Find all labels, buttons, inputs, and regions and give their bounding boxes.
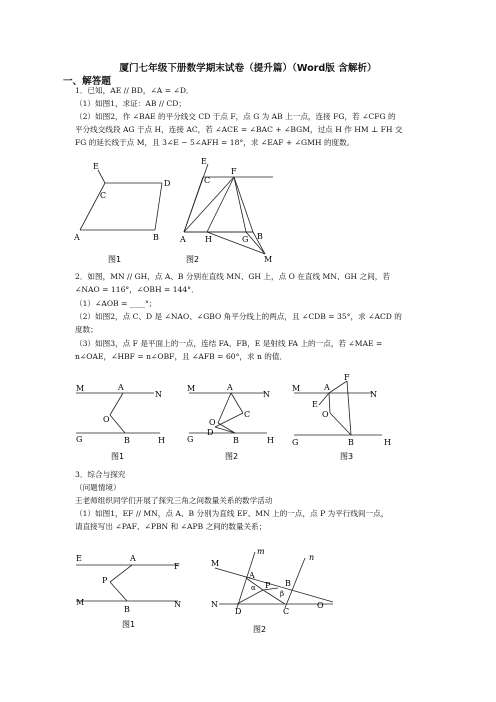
q2-line-3: （1）∠AOB = ____°； [75,299,157,308]
label-G: G [292,438,299,447]
q2-figure-1 [70,365,180,465]
label-C: C [100,191,107,200]
figure-caption: 图2 [186,255,200,264]
figure-caption: 图1 [108,255,122,264]
figure-caption: 图2 [225,452,239,461]
q1-line-1: 1．已知，AE // BD，∠A = ∠D． [75,86,194,95]
label-H: H [267,436,274,445]
label-M: M [76,384,85,393]
label-E: E [93,162,99,171]
label-N: N [155,390,162,399]
figure-caption: 图1 [111,452,125,461]
label-N: N [174,600,181,609]
q2-figure-3 [290,365,405,465]
q3-line-2: （问题情境） [75,483,121,492]
label-G: G [242,235,249,244]
label-D: D [164,179,171,188]
label-A: A [130,554,136,563]
section-heading: 一、解答题 [63,76,111,87]
label-B: B [124,436,130,445]
label-H: H [205,235,212,244]
label-P: P [102,576,108,585]
label-M: M [76,598,85,607]
label-M: M [187,384,196,393]
document-title: 厦门七年级下册数学期末试卷（提升篇）（Word版 含解析） [119,63,377,74]
label-O: O [103,415,110,424]
label-m: m [257,548,265,556]
label-N: N [211,600,218,609]
label-B: B [257,232,263,241]
label-E: E [312,400,318,409]
label-alpha: α [251,584,256,592]
label-F: F [344,373,350,382]
label-G: G [76,435,83,444]
q2-line-2: ∠NAO = 116°，∠OBH = 144°． [75,285,199,294]
figure-caption: 图3 [340,452,354,461]
label-A: A [324,383,330,392]
label-D: D [207,428,214,437]
label-B: B [285,579,291,588]
q2-line-7: n∠OAE，∠HBF = n∠OBF，且 ∠AFB = 60°，求 n 的值． [75,352,288,361]
q1-line-2: （1）如图1，求证：AB // CD； [75,99,186,108]
q3-figure-1 [70,535,200,635]
label-H: H [384,438,391,447]
label-A: A [118,383,124,392]
label-O: O [317,601,324,610]
label-B: B [233,436,239,445]
q1-line-4: 平分线交线段 AG 于点 H，连接 AC，若 ∠ACE = ∠BAC + ∠BGM，过点 H 作 HM ⊥ FH 交 [75,125,403,134]
label-A: A [180,235,186,244]
q3-line-3: 王老师组织同学们开展了探究三角之间数量关系的数学活动 [75,496,273,505]
q2-line-6: （3）如图3，点 F 是平面上的一点，连结 FA、FB，E 是射线 FA 上的一点，若 ∠MAE = [75,339,383,348]
label-N: N [263,390,270,399]
label-E: E [201,157,207,166]
label-M: M [264,255,273,264]
q1-figure-2 [178,150,278,270]
label-C: C [244,410,251,419]
label-B: B [124,605,130,614]
label-P: P [265,581,271,590]
label-F: F [174,562,180,571]
label-F: F [231,167,237,176]
figure-caption: 图1 [122,620,136,629]
label-C: C [283,607,290,616]
label-M: M [292,384,301,393]
label-O: O [322,410,329,419]
figure-caption: 图2 [253,625,267,634]
label-D: D [235,607,242,616]
label-A: A [249,571,255,580]
label-beta: β [280,590,285,598]
label-G: G [187,435,194,444]
label-B: B [153,233,159,242]
q1-line-3: （2）如图2，作 ∠BAE 的平分线交 CD 于点 F，点 G 为 AB 上一点，连接 FG，若 ∠CFG 的 [75,112,396,121]
label-M: M [211,559,220,568]
q2-line-4: （2）如图2，点 C、D 是 ∠NAO、∠GBO 角平分线上的两点，且 ∠CDB = 35°，求 ∠ACD 的 [75,312,402,321]
q1-line-5: FG 的延长线于点 M，且 3∠E − 5∠AFH = 18°，求 ∠EAF + ∠GMH 的度数。 [75,138,355,147]
q2-figure-2 [185,365,290,465]
label-H: H [158,436,165,445]
q2-line-1: 2．如图，MN // GH，点 A、B 分别在直线 MN、GH 上，点 O 在直线 MN、GH 之间，若 [75,272,390,281]
label-A: A [74,233,80,242]
q3-figure-2 [205,548,340,638]
label-N: N [370,390,377,399]
label-A: A [227,383,233,392]
label-C: C [204,176,211,185]
q3-line-5: 请直接写出 ∠PAF、∠PBN 和 ∠APB 之间的数量关系； [75,522,267,531]
q3-line-4: （1）如图1，EF // MN，点 A、B 分别为直线 EF、MN 上的一点，点 P 为平行线间一点， [75,509,389,518]
label-E: E [76,554,82,563]
label-B: B [348,438,354,447]
label-n: n [309,553,315,562]
label-O: O [209,418,216,427]
q3-line-1: 3．综合与探究 [75,470,126,479]
q2-line-5: 度数； [75,325,98,334]
